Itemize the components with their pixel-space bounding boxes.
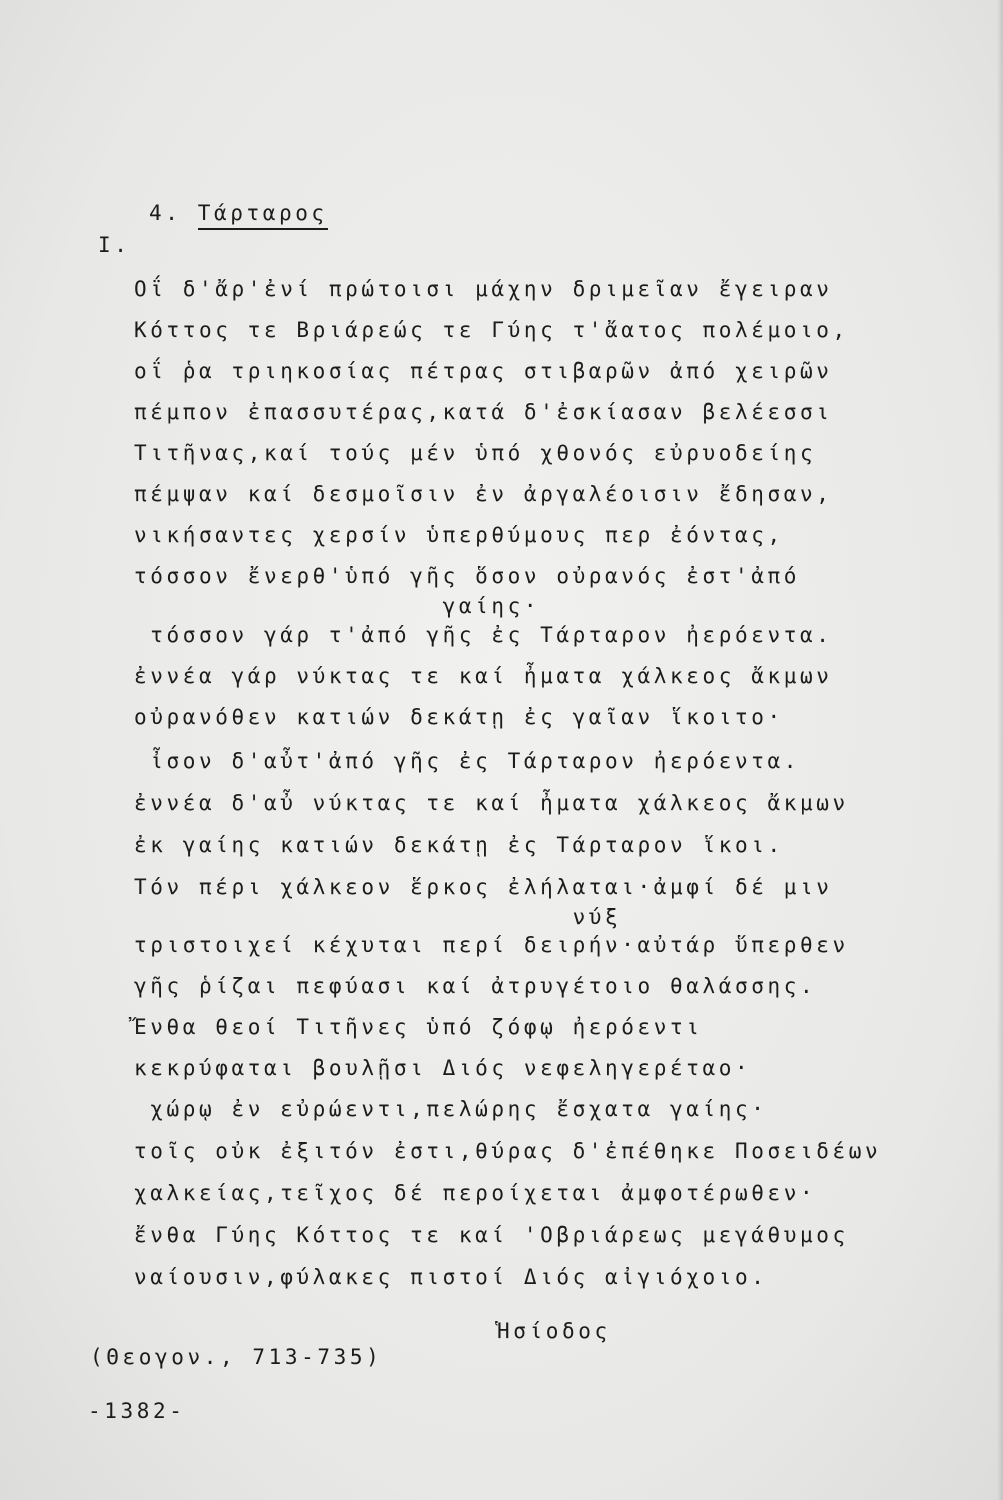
poem-line: χαλκείας,τεῖχος δέ περοίχεται ἀμφοτέρωθεν· <box>134 1181 817 1205</box>
poem-line: νικήσαντες χερσίν ὑπερθύμους περ ἐόντας, <box>134 523 784 547</box>
source-citation: (Θεογον., 713-735) <box>90 1345 383 1369</box>
poem-line: πέμψαν καί δεσμοῖσιν ἐν ἀργαλέοισιν ἔδησαν, <box>134 482 833 506</box>
poem-line: οΐ ῥα τριηκοσίας πέτρας στιβαρῶν ἀπό χειρῶν <box>134 359 833 383</box>
poem-line: τοῖς οὐκ ἐξιτόν ἐστι,θύρας δ'ἐπέθηκε Ποσειδέων <box>134 1139 882 1163</box>
poem-line: κεκρύφαται βουλῇσι Διός νεφεληγερέταο· <box>134 1056 752 1080</box>
poem-line-continuation: γαίης· <box>134 594 541 618</box>
poem-line: πέμπον ἐπασσυτέρας,κατά δ'ἐσκίασαν βελέεσσι <box>134 400 833 424</box>
section-numeral: Ι. <box>98 233 131 257</box>
poem-line: Ἔνθα θεοί Τιτῆνες ὑπό ζόφῳ ἠερόεντι <box>134 1015 703 1039</box>
poem-line: οὐρανόθεν κατιών δεκάτῃ ἐς γαῖαν ἵκοιτο· <box>134 705 784 729</box>
poem-line: ἐκ γαίης κατιών δεκάτῃ ἐς Τάρταρον ἵκοι. <box>134 833 784 857</box>
poem-line: Κόττος τε Βριάρεώς τε Γύης τ'ἄατος πολέμοιο, <box>134 318 849 342</box>
page-edge-shadow <box>997 0 1003 1500</box>
author-name: Ἡσίοδος <box>497 1319 611 1343</box>
poem-line: ἐννέα δ'αὖ νύκτας τε καί ἦματα χάλκεος ἄκμων <box>134 791 849 815</box>
poem-line: χώρῳ ἐν εὐρώεντι,πελώρης ἔσχατα γαίης· <box>134 1097 768 1121</box>
poem-line: τόσσον ἔνερθ'ὑπό γῆς ὅσον οὐρανός ἐστ'ἀπό <box>134 564 800 588</box>
page-number: -1382- <box>88 1399 186 1423</box>
poem-line: ἐννέα γάρ νύκτας τε καί ἦματα χάλκεος ἄκμων <box>134 664 833 688</box>
poem-line: τόσσον γάρ τ'ἀπό γῆς ἐς Τάρταρον ἠερόεντα. <box>134 623 833 647</box>
show-through-bleed <box>560 150 980 1250</box>
heading-number: 4. <box>148 201 182 225</box>
poem-line: ἔνθα Γύης Κόττος τε καί 'Οβριάρεως μεγάθυμος <box>134 1223 849 1247</box>
poem-line-continuation: νύξ <box>134 905 622 929</box>
poem-line: Τόν πέρι χάλκεον ἕρκος ἐλήλαται·ἀμφί δέ μιν <box>134 875 833 899</box>
poem-line: τριστοιχεί κέχυται περί δειρήν·αὐτάρ ὕπερθεν <box>134 933 849 957</box>
poem-line: ναίουσιν,φύλακες πιστοί Διός αἰγιόχοιο. <box>134 1265 768 1289</box>
poem-line: Τιτῆνας,καί τούς μέν ὑπό χθονός εὐρυοδείης <box>134 441 817 465</box>
heading-title: Τάρταρος <box>198 201 328 230</box>
poem-line: ἶσον δ'αὖτ'ἀπό γῆς ἐς Τάρταρον ἠερόεντα. <box>134 749 800 773</box>
poem-line: γῆς ῥίζαι πεφύασι καί ἀτρυγέτοιο θαλάσσης. <box>134 974 817 998</box>
poem-line: Οΐ δ'ἄρ'ἐνί πρώτοισι μάχην δριμεῖαν ἔγειραν <box>134 277 833 301</box>
